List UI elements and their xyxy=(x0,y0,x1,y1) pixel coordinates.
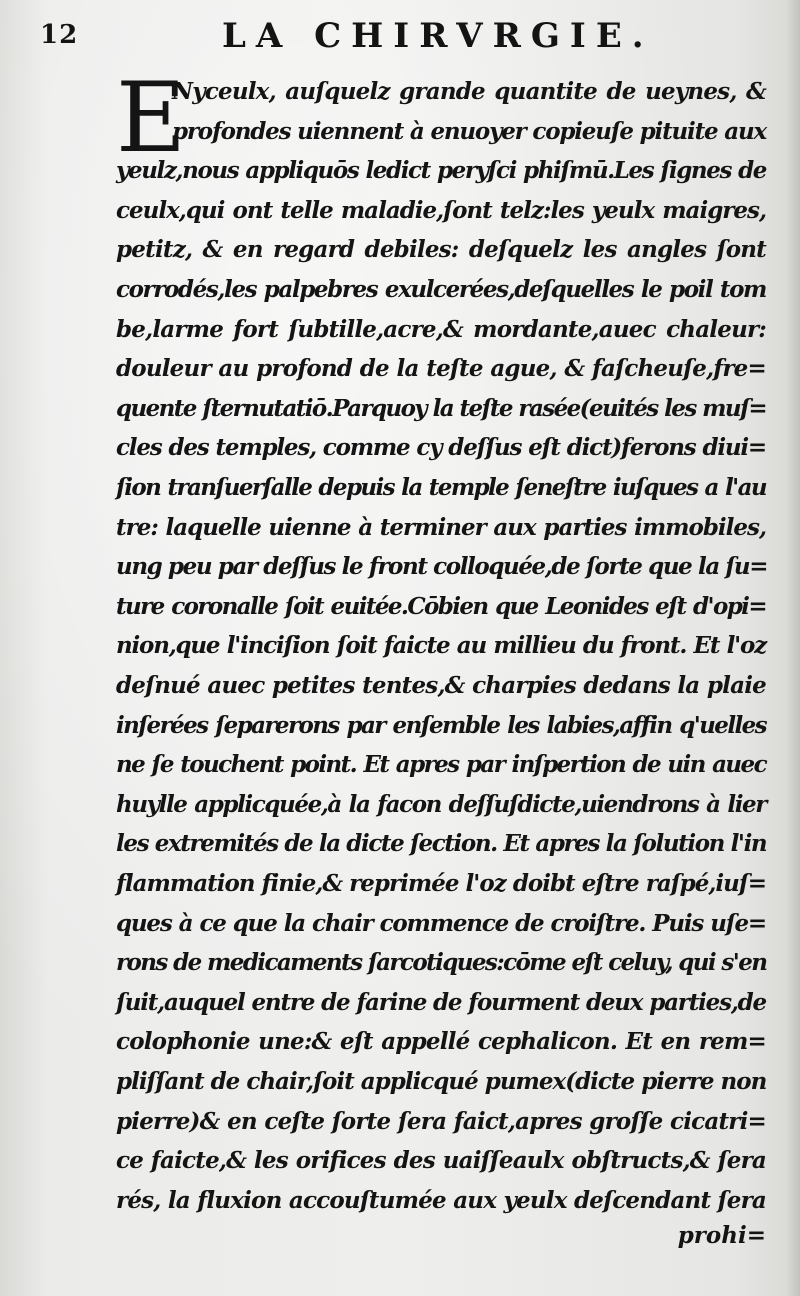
text-line: flammation finie,& reprimée l'oz doibt eſtre raſpé,iuſ= xyxy=(116,870,766,897)
text-line: be,larme fort ſubtille,acre,& mordante,auec chaleur: xyxy=(116,315,766,343)
text-line: rons de medicaments ſarcotiques:cōme eſt celuy, qui s'en xyxy=(116,949,767,977)
text-line: ſuit,auquel entre de farine de fourment deux parties,de xyxy=(116,988,766,1016)
text-line: huylle applicquée,à la facon deſſuſdicte,uiendrons à lier xyxy=(116,790,766,818)
text-line: yeulz,nous appliquōs ledict peryſci phiſmū.Les ſignes de xyxy=(116,157,766,185)
text-line: ture coronalle ſoit euitée.Cōbien que Leonides eſt d'opi= xyxy=(116,592,766,620)
text-line: ques à ce que la chair commence de croiſtre. Puis uſe= xyxy=(116,909,766,937)
page-header xyxy=(0,16,800,60)
page-edge-shadow xyxy=(786,0,800,1296)
text-line: inſerées ſeparerons par enſemble les labies,affin q'uelles xyxy=(116,711,766,739)
text-line: quente ſternutatiō.Parquoy la teſte rasée(euités les muſ= xyxy=(116,394,766,422)
text-line: ſion tranſuerſalle depuis la temple ſeneſtre iuſques a l'au xyxy=(116,474,766,501)
text-line: nion,que l'inciſion ſoit faicte au millieu du front. Et l'oz xyxy=(116,632,766,660)
page-number: 12 xyxy=(40,20,79,50)
text-line: ne ſe touchent point. Et apres par inſpertion de uin auec xyxy=(116,751,766,779)
text-line: les extremités de la dicte ſection. Et apres la ſolution l'in xyxy=(116,830,767,858)
text-line: rés, la fluxion accouſtumée aux yeulx deſcendant ſera xyxy=(116,1186,766,1214)
drop-capital: E xyxy=(116,62,187,174)
text-line: profondes uiennent à enuoyer copieuſe pituite aux xyxy=(172,117,766,145)
text-line: ceulx,qui ont telle maladie,ſont telz:les yeulx maigres, xyxy=(116,196,766,224)
text-line: tre: laquelle uienne à terminer aux parties immobiles, xyxy=(116,513,766,541)
text-line: pierre)& en ceſte ſorte ſera faict,apres groſſe cicatri= xyxy=(116,1107,766,1135)
text-line: petitz, & en regard debiles: deſquelz les angles ſont xyxy=(116,236,766,264)
catchword: prohi= xyxy=(677,1222,766,1249)
text-line: deſnué auec petites tentes,& charpies dedans la plaie xyxy=(116,672,766,699)
text-line: pliſſant de chair,ſoit applicqué pumex(dicte pierre non xyxy=(116,1068,767,1095)
text-line: ce faicte,& les orifices des uaiſſeaulx obſtructs,& ſera xyxy=(116,1147,766,1175)
text-line: colophonie une:& eſt appellé cephalicon. Et en rem= xyxy=(116,1028,766,1056)
text-line: cles des temples, comme cy deſſus eſt dict)ferons diui= xyxy=(116,434,766,462)
text-line: corrodés,les palpebres exulcerées,deſquelles le poil tom xyxy=(116,276,766,303)
text-line: douleur au profond de la teſte ague, & faſcheuſe,fre= xyxy=(116,355,766,383)
text-line: Nyceulx, auſquelz grande quantite de ueynes, & xyxy=(172,78,766,105)
running-head: LA CHIRVRGIE. xyxy=(222,16,654,56)
text-line: ung peu par deſſus le front colloquée,de ſorte que la ſu= xyxy=(116,553,768,581)
